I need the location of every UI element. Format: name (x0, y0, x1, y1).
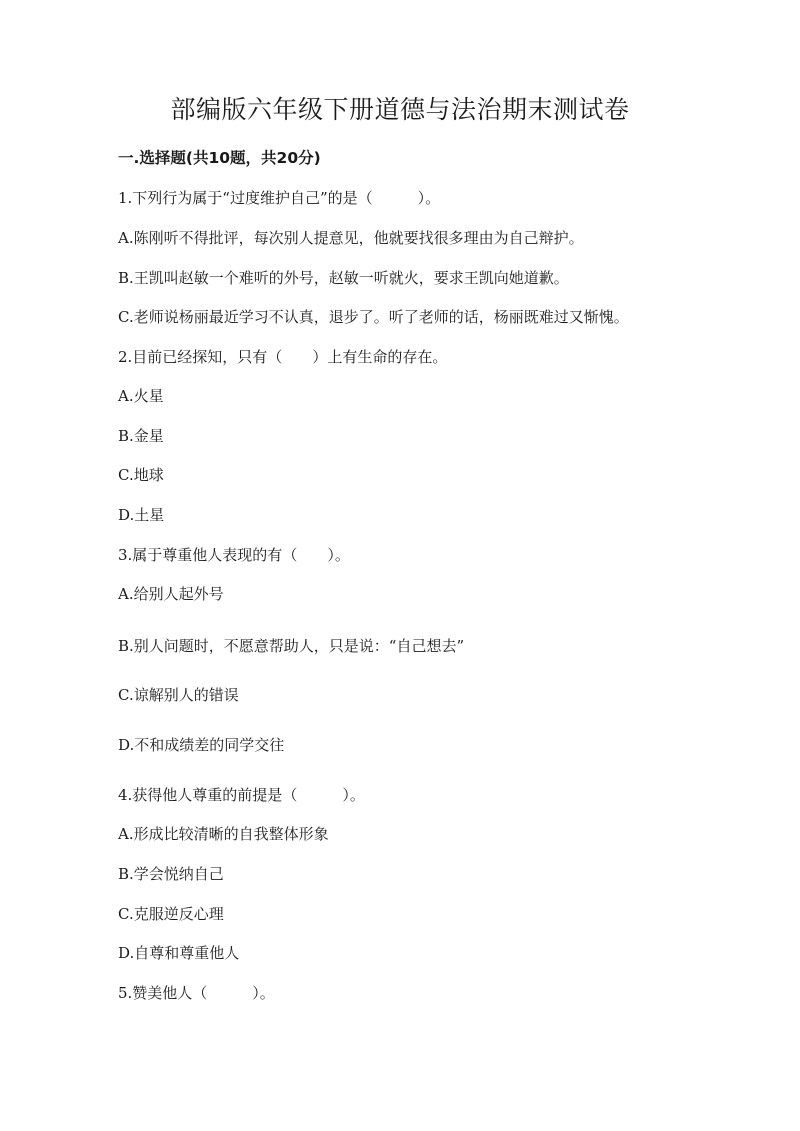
question-1-option-a: A.陈刚听不得批评，每次别人提意见，他就要找很多理由为自己辩护。 (118, 229, 584, 247)
question-1-option-c: C.老师说杨丽最近学习不认真，退步了。听了老师的话，杨丽既难过又惭愧。 (118, 308, 629, 326)
question-1-option-b: B.王凯叫赵敏一个难听的外号，赵敏一听就火，要求王凯向她道歉。 (118, 269, 569, 287)
question-3-option-b: B.别人问题时，不愿意帮助人，只是说：“自己想去” (118, 637, 465, 655)
question-3-option-c: C.谅解别人的错误 (118, 686, 239, 704)
question-4-option-c: C.克服逆反心理 (118, 905, 224, 923)
question-2-stem: 2.目前已经探知，只有（ ）上有生命的存在。 (118, 348, 448, 366)
question-2-option-d: D.土星 (118, 506, 165, 524)
question-4-option-b: B.学会悦纳自己 (118, 865, 224, 883)
question-3-option-a: A.给别人起外号 (118, 585, 224, 603)
question-3-stem: 3.属于尊重他人表现的有（ ）。 (118, 546, 350, 564)
question-5-stem: 5.赞美他人（ ）。 (118, 984, 275, 1002)
section-heading: 一.选择题(共10题，共20分) (118, 149, 321, 167)
question-3-option-d: D.不和成绩差的同学交往 (118, 736, 285, 754)
question-2-option-c: C.地球 (118, 466, 164, 484)
question-1-stem: 1.下列行为属于“过度维护自己”的是（ ）。 (118, 189, 441, 207)
exam-title: 部编版六年级下册道德与法治期末测试卷 (170, 95, 630, 124)
question-2-option-a: A.火星 (118, 387, 164, 405)
question-4-option-d: D.自尊和尊重他人 (118, 944, 240, 962)
question-2-option-b: B.金星 (118, 427, 164, 445)
question-4-stem: 4.获得他人尊重的前提是（ ）。 (118, 786, 365, 804)
question-4-option-a: A.形成比较清晰的自我整体形象 (118, 825, 329, 843)
